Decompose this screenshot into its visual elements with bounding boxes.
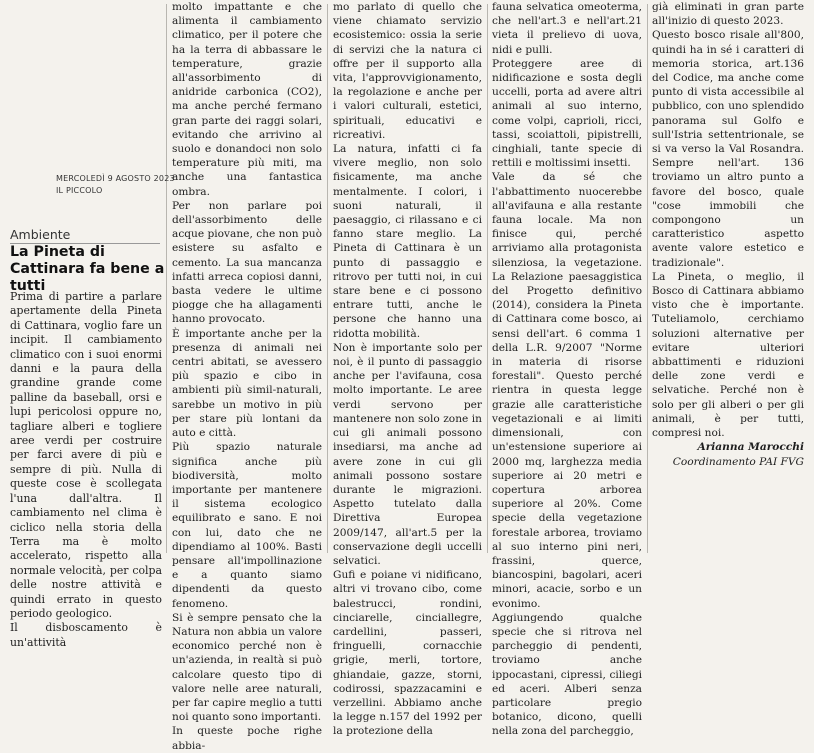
article-column-2 bbox=[172, 0, 322, 753]
paragraph: fauna selvatica omeoterma, che nell'art.3 e nell'art.21 vieta il prelievo di uova, nidi e pulli. bbox=[492, 1, 642, 56]
paragraph: già eliminati in gran parte all'inizio di questo 2023. bbox=[652, 1, 804, 28]
paragraph: Gufi e poiane vi nidificano, altri vi trovano cibo, come balestrucci, rondini, cinciarelle, cinciallegre, cardellini, passeri, fringuelli, cornacchie grigie, merli, tortore, ghiandaie, gazze, storni, codirossi, spazzacamini e verzellini. Abbiamo anche la legge n.157 del 1992 per la protezione della bbox=[333, 569, 482, 738]
article-headline: La Pineta di Cattinara fa bene a tutti bbox=[10, 244, 165, 294]
paragraph: Proteggere aree di nidificazione e sosta degli uccelli, porta ad avere altri animali al suo interno, come volpi, caprioli, ricci, tassi, scoiattoli, pipistrelli, cinghiali, tante specie di rettili e moltissimi insetti. bbox=[492, 57, 642, 170]
paragraph: Il disboscamento è un'attività bbox=[10, 621, 162, 649]
author-name: Arianna Marocchi bbox=[697, 441, 804, 454]
newspaper-name: IL PICCOLO bbox=[56, 186, 103, 195]
article-column-3 bbox=[333, 0, 482, 739]
paragraph: Questo bosco risale all'800, quindi ha in sé i caratteri di memoria storica, art.136 del Codice, ma anche come punto di vista accessibile al pubblico, con uno splendido panorama sul Golfo e sull'Istria settentrionale, se si va verso la Val Rosandra. Sempre nell'art. 136 troviamo un altro punto a favore del bosco, quale "cose immobili che compongono un caratteristico aspetto avente valore estetico e tradizionale". bbox=[652, 29, 804, 269]
paragraph: molto impattante e che alimenta il cambiamento climatico, per il potere che ha la terra di abbassare le temperature, grazie all'assorbimento di anidride carbonica (CO2), ma anche perché fermano gran parte dei raggi solari, evitando che arrivino al suolo e donandoci non solo temperature più miti, ma anche una fantastica ombra. bbox=[172, 1, 322, 198]
paragraph: Aggiungendo qualche specie che si ritrova nel parcheggio di pendenti, troviamo anche ippocastani, cipressi, ciliegi ed aceri. Alberi senza particolare pregio botanico, dicono, quelli nella zona del parcheggio, bbox=[492, 611, 642, 738]
publication-date: MERCOLEDÌ 9 AGOSTO 2023 bbox=[56, 174, 175, 183]
paragraph: In queste poche righe abbia- bbox=[172, 725, 322, 752]
column-rule bbox=[487, 4, 488, 553]
paragraph: Vale da sé che l'abbattimento nuocerebbe all'avifauna e alla restante fauna locale. Ma non finisce qui, perché arriviamo alla protagonista silenziosa, la vegetazione. La Relazione paesaggistica del Progetto definitivo (2014), considera la Pineta di Cattinara come bosco, ai sensi dell'art. 6 comma 1 della L.R. 9/2007 "Norme in materia di risorse forestali". Questo perché rientra in questa legge grazie alle caratteristiche vegetazionali e ai limiti dimensionali, con un'estensione superiore ai 2000 mq, larghezza media superiore ai 20 metri e copertura arborea superiore al 20%. Come specie della vegetazione forestale arborea, troviamo al suo interno pini neri, frassini, querce, biancospini, bagolari, aceri minori, acacie, sorbo e un evonimo. bbox=[492, 171, 642, 610]
dateline bbox=[56, 173, 175, 197]
paragraph: mo parlato di quello che viene chiamato servizio ecosistemico: ossia la serie di servizi che la natura ci offre per il supporto alla vita, l'approvvigionamento, la regolazione e anche per i valori culturali, estetici, spirituali, educativi e ricreativi. bbox=[333, 1, 482, 141]
section-label: Ambiente bbox=[10, 227, 160, 244]
column-rule bbox=[166, 4, 167, 553]
column-rule bbox=[647, 4, 648, 553]
paragraph: Non è importante solo per noi, è il punto di passaggio anche per l'avifauna, cosa molto importante. Le aree verdi servono per mantenere non solo zone in cui gli animali possono insediarsi, ma anche ad avere zone in cui gli animali possono sostare durante le migrazioni. Aspetto tutelato dalla Direttiva Europea 2009/147, all'art.5 per la conservazione degli uccelli selvatici. bbox=[333, 341, 482, 567]
paragraph: La Pineta, o meglio, il Bosco di Cattinara abbiamo visto che è importante. Tuteliamolo, cerchiamo soluzioni alternative per evitare ulteriori abbattimenti e riduzioni delle zone verdi e selvatiche. Perché non è solo per gli alberi o per gli animali, è per tutti, compresi noi. bbox=[652, 270, 804, 440]
article-column-4 bbox=[492, 0, 642, 739]
paragraph: Si è sempre pensato che la Natura non abbia un valore economico perché non è un'azienda, in realtà si può calcolare questo tipo di valore nelle aree naturali, per far capire meglio a tutti noi quanto sono importanti. bbox=[172, 611, 322, 724]
paragraph: Prima di partire a parlare apertamente della Pineta di Cattinara, voglio fare un incipit. Il cambiamento climatico con i suoi enormi danni e la paura della grandine grande come palline da baseball, orsi e lupi pericolosi oppure no, tagliare alberi e togliere aree verdi per costruire per farci avere di più e sempre di più. Nulla di queste cose è scollegata l'una dall'altra. Il cambiamento nel clima è ciclico nella storia della Terra ma è molto accelerato, rispetto alla normale velocità, per colpa delle nostre attività e quindi errato in questo periodo geologico. bbox=[10, 290, 162, 620]
column-rule bbox=[327, 4, 328, 553]
paragraph: Più spazio naturale significa anche più biodiversità, molto importante per mantenere il sistema ecologico equilibrato e sano. E noi con lui, dato che ne dipendiamo al 100%. Basti pensare all'impollinazione e a quanto siamo dipendenti da questo fenomeno. bbox=[172, 441, 322, 610]
article-column-1 bbox=[10, 290, 162, 650]
article-column-5 bbox=[652, 0, 804, 469]
paragraph: È importante anche per la presenza di animali nei centri abitati, se avessero più spazio e cibo in ambienti più simil-naturali, sarebbe un motivo in più per stare più lontani da auto e città. bbox=[172, 327, 322, 440]
paragraph: La natura, infatti ci fa vivere meglio, non solo fisicamente, ma anche mentalmente. I colori, i suoni naturali, il paesaggio, ci rilassano e ci fanno stare meglio. La Pineta di Cattinara è un punto di passaggio e ritrovo per tutti noi, in cui stare bene e ci possono entrare tutti, anche le persone che hanno una ridotta mobilità. bbox=[333, 143, 482, 340]
author-role: Coordinamento PAI FVG bbox=[672, 455, 804, 468]
paragraph: Per non parlare poi dell'assorbimento delle acque piovane, che non può esistere su asfalto e cemento. La sua mancanza infatti arreca copiosi danni, basta vedere le ultime piogge che ha allagamenti hanno provocato. bbox=[172, 199, 322, 326]
